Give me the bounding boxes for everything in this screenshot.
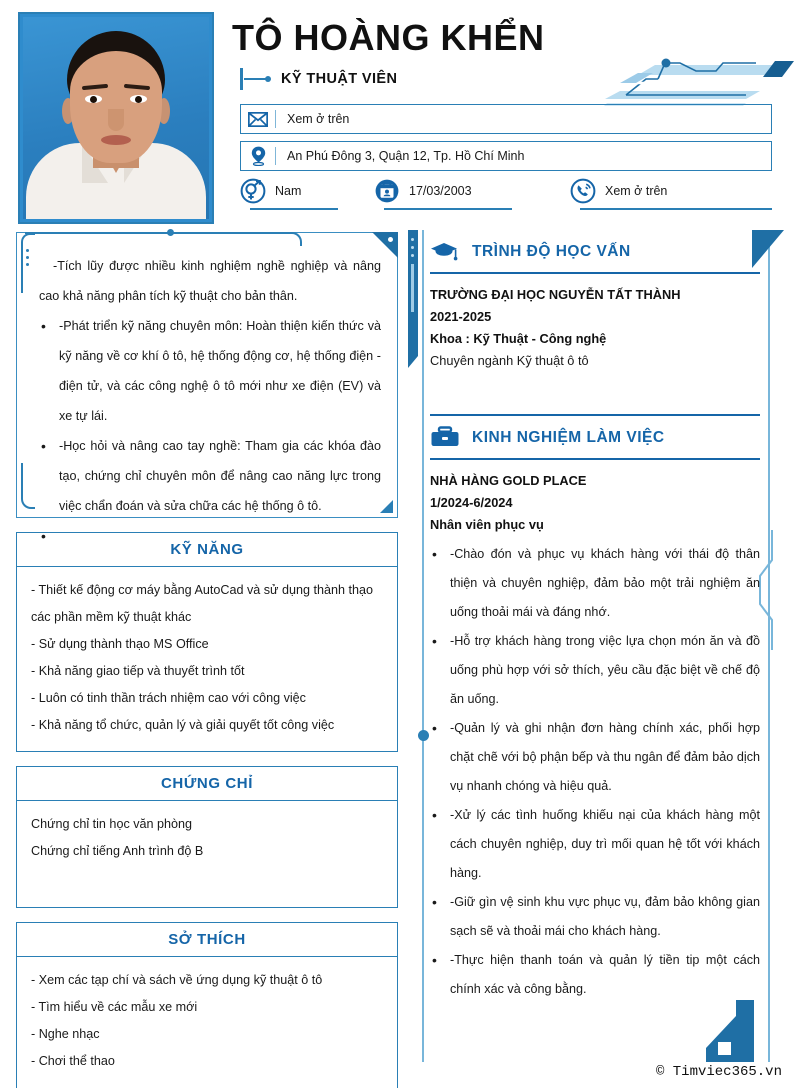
hobbies-title: SỞ THÍCH [168,931,246,948]
phone-underline [580,208,772,210]
education-title: TRÌNH ĐỘ HỌC VẤN [472,243,631,260]
objective-top-dot [167,229,174,236]
objective-top-notch [182,232,302,246]
right-column-content [430,236,760,1004]
contact-phone-value: Xem ở trên [605,184,668,198]
list-item: - Tìm hiểu về các mẫu xe mới [31,1000,198,1014]
circuit-decoration-icon [510,55,800,107]
gender-icon [240,178,266,204]
career-objective-text [39,251,381,521]
job-title-line [244,78,266,80]
experience-top-rule [430,414,760,416]
list-item: Chứng chỉ tiếng Anh trình độ B [31,844,204,858]
education-header [430,236,760,268]
contact-dob[interactable] [374,178,472,204]
education-school: TRƯỜNG ĐẠI HỌC NGUYỄN TẤT THÀNH [430,287,681,302]
experience-header [430,422,760,454]
objective-bottom-bracket [21,463,35,509]
objective-dot-column [26,249,29,270]
objective-paragraph: -Tích lũy được nhiều kinh nghiệm nghề nghiệp và nâng cao khả năng phân tích kỹ thuật cho bản thân. [39,259,381,303]
contact-address-value: An Phú Đông 3, Quận 12, Tp. Hồ Chí Minh [287,149,525,163]
experience-title: KINH NGHIỆM LÀM VIỆC [472,429,665,446]
contact-row-email[interactable] [240,104,772,134]
hobbies-section [16,922,398,1088]
objective-bullet: • -Học hỏi và nâng cao tay nghề: Tham gia các khóa đào tạo, chứng chỉ chuyên môn để nâng cao năng lực trong việc chẩn đoán và sửa chữa các hệ thống ô tô. [39,431,381,521]
contact-row-address[interactable] [240,141,772,171]
experience-section [430,414,760,1004]
objective-corner-dot [388,237,393,242]
contact-gender-value: Nam [275,184,302,198]
bottom-right-corner-decoration [706,1000,768,1062]
edge-dot-column [411,238,414,262]
footer-copyright: © Timviec365.vn [655,1064,782,1080]
cv-header [0,0,800,228]
contact-phone[interactable] [570,178,667,204]
avatar-image [23,17,209,219]
education-major: Chuyên ngành Kỹ thuật ô tô [430,353,589,368]
edge-accent-bar [411,264,414,312]
dob-underline [384,208,512,210]
experience-bullet: • -Chào đón và phục vụ khách hàng với thái độ thân thiện và chuyên nghiệp, đảm bảo một trải nghiệm ăn uống thoải mái và đáng nhớ. [430,540,760,627]
list-item: - Thiết kế động cơ máy bằng AutoCad và sử dụng thành thạo các phần mềm kỹ thuật khác [31,583,374,624]
list-item: Chứng chỉ tin học văn phòng [31,817,193,831]
contact-email-value: Xem ở trên [287,112,350,126]
certificates-body [17,801,397,907]
contact-dob-value: 17/03/2003 [409,184,472,198]
education-section [430,236,760,372]
experience-bullet: • -Thực hiện thanh toán và quản lý tiền tip một cách chính xác và công bằng. [430,946,760,1004]
education-faculty: Khoa : Kỹ Thuật - Công nghệ [430,331,607,346]
objective-corner-triangle [372,232,398,258]
list-item: - Sử dụng thành thạo MS Office [31,637,209,651]
page-title: TÔ HOÀNG KHỂN [232,17,545,58]
certificates-section [16,766,398,908]
objective-corner-triangle-bottom [380,500,393,513]
certificates-header [17,767,397,801]
briefcase-icon [430,425,460,451]
contact-mini-row [240,178,772,218]
right-column-left-rule [422,230,424,1062]
list-item: - Nghe nhạc [31,1027,100,1041]
experience-period: 1/2024-6/2024 [430,495,513,510]
skills-body [17,567,397,751]
job-title-text: KỸ THUẬT VIÊN [281,71,398,87]
list-item: - Khả năng giao tiếp và thuyết trình tốt [31,664,245,678]
skills-title: KỸ NĂNG [170,541,244,558]
contact-gender[interactable] [240,178,301,204]
objective-bullet: • -Phát triển kỹ năng chuyên môn: Hoàn thiện kiến thức và kỹ năng về cơ khí ô tô, hệ thống động cơ, hệ thống điện - điện tử, và các công nghệ ô tô mới như xe điện (EV) và xe tự lái. [39,311,381,431]
job-title-row [240,68,397,90]
list-item: - Chơi thể thao [31,1054,115,1068]
graduation-cap-icon [430,239,460,265]
certificates-title: CHỨNG CHỈ [160,775,253,792]
education-years: 2021-2025 [430,309,492,324]
list-item: - Khả năng tổ chức, quản lý và giải quyết tốt công việc [31,718,335,732]
location-pin-icon [241,146,275,166]
experience-bullet: • -Xử lý các tình huống khiếu nại của khách hàng một cách chuyên nghiệp, duy trì mối quan hệ tốt với khách hàng. [430,801,760,888]
experience-bullet: • -Giữ gìn vệ sinh khu vực phục vụ, đảm bảo không gian sạch sẽ và thoải mái cho khách hàng. [430,888,760,946]
career-objective-card [16,232,398,518]
left-column [16,232,398,1088]
right-column-dot [418,730,429,741]
hobbies-body [17,957,397,1088]
calendar-icon [374,178,400,204]
gender-underline [250,208,338,210]
phone-icon [570,178,596,204]
experience-position: Nhân viên phục vụ [430,517,544,532]
experience-bullet: • -Quản lý và ghi nhận đơn hàng chính xác, phối hợp chặt chẽ với bộ phận bếp và thu ngân để đảm bảo dịch vụ nhanh chóng và hiệu quả. [430,714,760,801]
list-item: - Luôn có tinh thần trách nhiệm cao với công việc [31,691,306,705]
skills-header [17,533,397,567]
objective-top-line [25,232,185,234]
experience-bullet: • -Hỗ trợ khách hàng trong việc lựa chọn món ăn và đồ uống phù hợp với sở thích, yêu cầu đặc biệt về chế độ ăn uống. [430,627,760,714]
experience-company: NHÀ HÀNG GOLD PLACE [430,473,587,488]
job-title-dot [265,76,271,82]
email-icon [241,112,275,127]
list-item: - Xem các tạp chí và sách về ứng dụng kỹ thuật ô tô [31,973,323,987]
job-title-bar [240,68,243,90]
hobbies-header [17,923,397,957]
skills-section [16,532,398,752]
right-column [408,230,784,1062]
right-notch-decoration [758,530,774,650]
avatar [18,12,214,224]
